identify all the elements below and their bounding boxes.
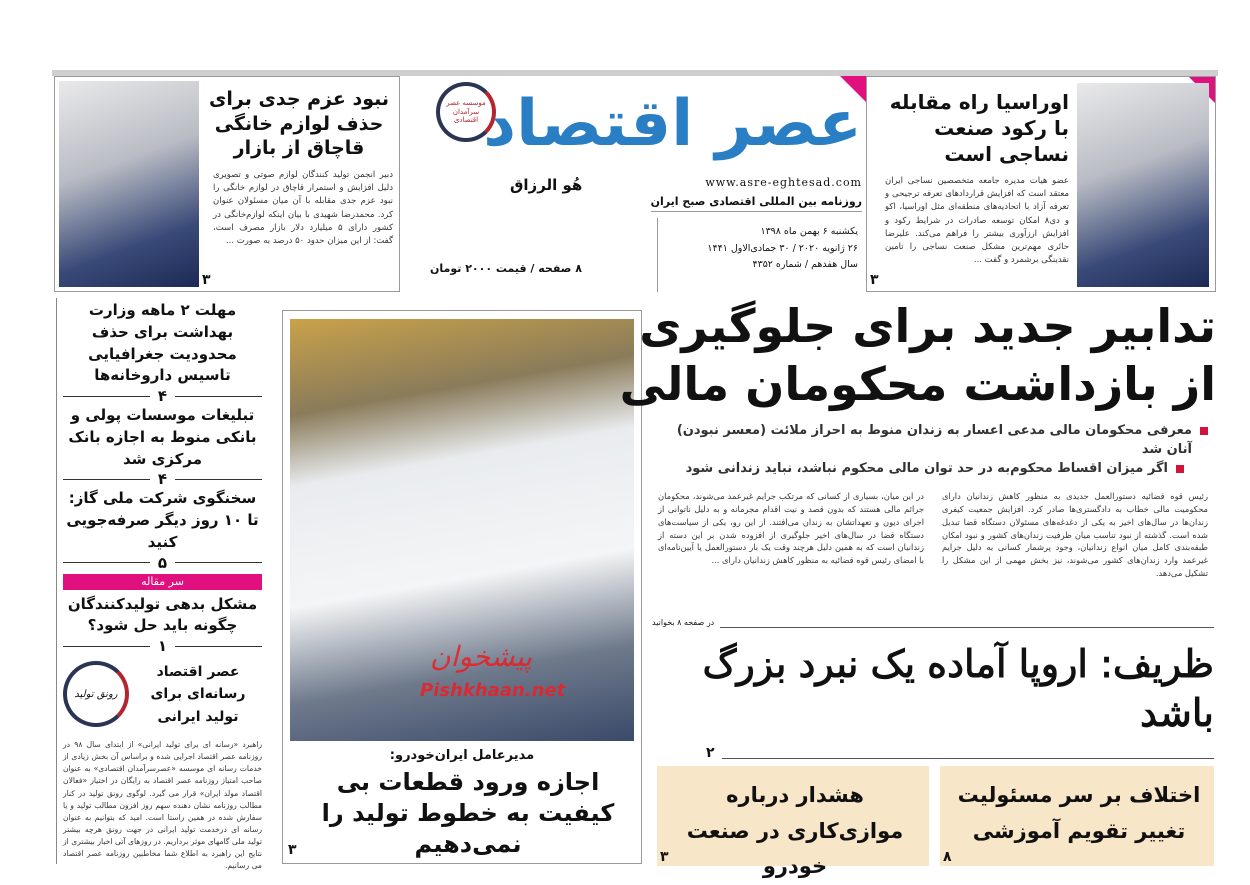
person-photo xyxy=(59,81,199,287)
page-number: ۴ xyxy=(63,470,262,488)
headline: نبود عزم جدی برای حذف لوازم خانگی قاچاق از بازار xyxy=(208,88,390,160)
sidebar-item[interactable]: مهلت ۲ ماهه وزارت بهداشت برای حذف محدودیت جغرافیایی تاسیس داروخانه‌ها ۴ xyxy=(63,300,262,405)
promo-body: راهبرد «رسانه ای برای تولید ایرانی» از ابتدای سال ۹۸ در روزنامه عصر اقتصاد اجرایی شده و براساس آن بخش زیادی از خدمات رسانه ای موسسه «عصرسرآمدان اقتصادی» به عنوان صاحب امتیاز روزنامه عصر اقتصاد به رایگان در اختیار «فعالان اقتصاد مولد ایران» قرار می گیرد. لوگوی رونق تولید در کنار مطالب روزنامه نشان دهنده سهم روز افزون مطالب تولید و یا سفارش شده در همین راستا است. امید که بتوانیم به عنوان رسانه ای درخدمت تولید ایرانی در جهت رونق هرچه بیشتر تولید ملی گامهای موثر برداریم. در روزهای آتی اخبار بیشتری از نتایج این راهبرد به اطلاع شما مخاطبین روزنامه عصر اقتصاد می رسانیم. xyxy=(63,740,263,871)
continue-link[interactable]: در صفحه ۸ بخوانید xyxy=(652,618,715,627)
promo-header xyxy=(63,659,262,737)
page-number: ۲ xyxy=(706,745,715,761)
headline: هشدار درباره موازی‌کاری در صنعت خودرو xyxy=(686,783,904,879)
top-left-story[interactable] xyxy=(54,76,400,292)
page-number: ۸ xyxy=(943,849,952,865)
publisher-logo: موسسه عصر سرآمدان اقتصادی xyxy=(436,82,496,142)
page-number: ۳ xyxy=(870,272,879,288)
sidebar-item[interactable]: سخنگوی شرکت ملی گاز: تا ۱۰ روز دیگر صرفه‌جویی کنید ۵ xyxy=(63,488,262,571)
sidebar-item[interactable]: تبلیغات موسسات پولی و بانکی منوط به اجازه بانک مرکزی شد ۴ xyxy=(63,405,262,488)
person-photo xyxy=(1077,83,1209,287)
page-number: ۴ xyxy=(63,387,262,405)
headline-line-2: از بازداشت محکومان مالی xyxy=(619,356,1216,411)
bullet-square-icon xyxy=(1176,465,1184,473)
main-story[interactable] xyxy=(619,298,1216,580)
page-number: ۳ xyxy=(288,842,297,858)
production-logo: رونق تولید xyxy=(63,661,129,727)
watermark-fa: پیشخوان xyxy=(430,640,533,673)
promo-headline: عصر اقتصاد رسانه‌ای برای تولید ایرانی xyxy=(150,664,246,725)
headline: اوراسیا راه مقابله با رکود صنعت نساجی است xyxy=(889,90,1069,166)
story-box[interactable] xyxy=(940,766,1214,866)
masthead xyxy=(400,76,866,292)
corner-marker xyxy=(840,76,866,102)
body-column-left: در این میان، بسیاری از کسانی که مرتکب جرایم غیرعمد می‌شوند، محکومان جرائم مالی هستند که بدون قصد و نیت اقدام مجرمانه و به دلیل ناتوانی از اجرای دیون و تعهداتشان به زندان می‌افتند. از این رو، یکی از سیاست‌های دستگاه قضا در سال‌های اخیر جلوگیری از افزوده شدن بر این دسته از زندانیان است که به همین دلیل هرچند وقت یک بار دستورالعمل یا آیین‌نامه‌ای با امضای رئیس قوه قضائیه به منظور کاهش زندانیان دارای ... xyxy=(658,491,924,566)
divider xyxy=(722,758,1214,759)
photo-story[interactable] xyxy=(282,310,642,864)
kicker: مدیرعامل ایران‌خودرو: xyxy=(389,748,535,763)
story-box[interactable] xyxy=(657,766,929,879)
headline: اجازه ورود قطعات بی کیفیت به خطوط تولید را نمی‌دهیم xyxy=(321,768,615,859)
motto: هُو الرزاق xyxy=(510,176,583,194)
bullet-item: معرفی محکومان مالی مدعی اعسار به زندان منوط به احراز ملائت (معسر نبودن) آنان شد xyxy=(650,421,1208,459)
editorial-item[interactable]: مشکل بدهی تولیدکنندگان چگونه باید حل شود؟ ۱ xyxy=(63,594,262,656)
body-column-right: رئیس قوه قضائیه دستورالعمل جدیدی به منظور کاهش زندانیان دارای محکومیت مالی خطاب به دادگستری‌ها صادر کرد. افزایش جمعیت کیفری زندان‌ها در سال‌های اخیر به یکی از دغدغه‌های مسئولان دستگاه قضا تبدیل شده است. گذشته از نبود تناسب میان ظرفیت زندان‌های کشور و نبود امکان طبقه‌بندی کامل میان انواع زندانیان، وجود پرشمار کسانی به دلیل جرایم غیرعمد وارد زندان‌های کشور می‌شوند، نیز بخش مهمی از این مشکل را تشکیل می‌دهد. xyxy=(942,491,1208,579)
zarif-headline[interactable]: ظریف: اروپا آماده یک نبرد بزرگ باشد xyxy=(702,642,1214,736)
page-number: ۳ xyxy=(202,272,211,288)
bullet-square-icon xyxy=(1200,427,1208,435)
divider xyxy=(657,218,658,292)
car-factory-photo xyxy=(290,319,634,741)
top-right-story[interactable] xyxy=(866,76,1216,292)
editorial-label: سر مقاله xyxy=(63,574,262,590)
newspaper-title: عصر اقتصاد xyxy=(483,87,862,161)
date-info: یکشنبه ۶ بهمن ماه ۱۳۹۸ ۲۶ ژانویه ۲۰۲۰ / ۳۰ جمادی‌الاول ۱۴۴۱ سال هفدهم / شماره ۴۳۵۲ xyxy=(707,226,858,271)
headline: اختلاف بر سر مسئولیت تغییر تقویم آموزشی xyxy=(957,783,1201,843)
body-columns xyxy=(650,490,1216,580)
website-link[interactable]: www.asre-eghtesad.com xyxy=(705,176,862,189)
bullets xyxy=(650,421,1216,478)
page-number: ۵ xyxy=(63,554,262,572)
summary: دبیر انجمن تولید کنندگان لوازم صوتی و تصویری دلیل افزایش و استمرار قاچاق در لوازم خانگی را نبود عزم جدی مقابله با آن میان مسئولان عنوان کرد. محمدرضا شهیدی با بیان اینکه لوازم‌خانگی در کشور دارای ۵ میلیارد دلار بازار مصرف است، گفت: از این میزان حدود ۵۰ درصد به صورت ... xyxy=(213,170,394,246)
sidebar xyxy=(56,298,268,871)
watermark-en: Pishkhaan.net xyxy=(420,680,566,701)
headline-line-1: تدابیر جدید برای جلوگیری xyxy=(639,299,1216,353)
price: ۸ صفحه / قیمت ۲۰۰۰ تومان xyxy=(430,262,582,275)
divider xyxy=(720,627,1214,628)
page-number: ۱ xyxy=(63,637,262,655)
bullet-item: اگر میزان اقساط محکوم‌به در حد توان مالی محکوم نباشد، نباید زندانی شود xyxy=(650,459,1208,478)
subtitle: روزنامه بین المللی اقتصادی صبح ایران xyxy=(651,194,862,212)
page-number: ۳ xyxy=(660,849,669,865)
summary: عضو هیات مدیره جامعه متخصصین نساجی ایران معتقد است که افزایش قراردادهای تعرفه ترجیحی و تعرفه آزاد با اتحادیه‌های منطقه‌ای مثل اوراسیا، اکو و دی۸ امکان توسعه صادرات در شرایط رکود و افزایش ارزآوری بیشتر را فراهم می‌کند. علیرضا حائری مهم‌ترین مشکل صنعت نساجی را تامین نقدینگی برشمرد و گفت ... xyxy=(885,176,1069,266)
